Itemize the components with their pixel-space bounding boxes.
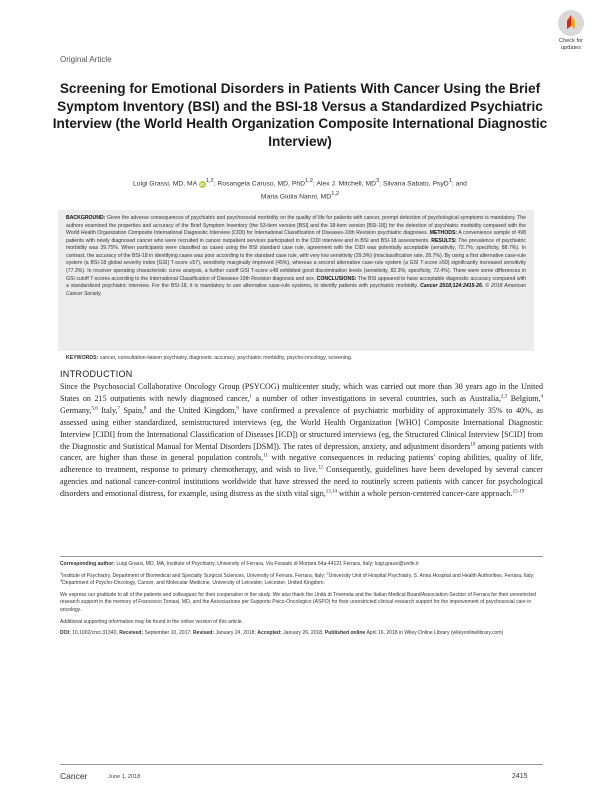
introduction-paragraph: Since the Psychosocial Collaborative Oncology Group (PSYCOG) multicenter study, which was carried out more than 30 years ago in the United States on 215 outpatients with newly diagnosed cancer,$^1$ a number of other investigations in several countries, such as Australia,$^{2,3}$ Belgium,$^4$ Germany,$^{5,6}$ Italy,$^7$ Spain,$^8$ and the United Kingdom,$^9$ have confirmed a prevalence of psychiatric morbidity of approximately 35% to 40%, as assessed using either standardized, semistructured interviews (eg, the World Health Organization [WHO] Composite International Diagnostic Interview [CIDI] from the International Classification of Diseases [ICD]) or structured interviews (eg, the Structured Clinical Interview [SCID] from the Diagnostic and Statistical Manual for Mental Disorders [DSM]). The rates of depression, anxiety, and adjustment disorders$^{10}$ among patients with cancer, are higher than those in general population controls,$^{11}$ with negative consequences in reducing patients' coping abilities, quality of life, adherence to treatment, response to primary chemotherapy, and wish to live.$^{12}$ Consequently, guidelines have been developed by several cancer agencies and national cancer-control institutions worldwide that have stressed the need to routinely screen patients with cancer for psychological disorders and emotional distress, for example, using distress as the sixth vital sign,$^{13,14}$ within a whole person-centered cancer-care approach.$^{15-19}$ xyxy=(60,382,544,499)
abstract-methods-label: METHODS: xyxy=(429,230,458,237)
badge-line-2: updates xyxy=(561,44,581,51)
article-type-label: Original Article xyxy=(60,55,112,64)
abstract-citation: Cancer 2018;124:2415-26. xyxy=(420,283,484,290)
citation-sup[interactable]: 1 xyxy=(249,394,252,400)
acknowledgments-note: We express our gratitude to all of the patients and colleagues for their cooperation in the study. We also thank the Unità di Triveneta and the Italian Medical Board/Association-Section of Ferrara for their unrestricted research support in the memory of Francesco Tomasi, MD, and the Associazione per Supporto Psico-Oncologico (ASPO) for their unrestricted clinical research support for the improvement of psychosocial care in oncology. xyxy=(60,592,537,613)
check-for-updates-badge[interactable] xyxy=(550,10,592,58)
citation-sup[interactable]: 9 xyxy=(236,406,239,412)
abstract-results: The prevalence of psychiatric morbidity was 39.75%. When participants were classified as cases using the BSI standard case rule, agreement with the CIDI was potentially acceptable (sensitivity, 72.7%; specificity, 88.7%). In contrast, the accuracy of the BSI-18 in identifying cases was poor according to the standard case rule, with very low sensitivity (29.3%) (misclassification rate, 28.7%). By using a first alternative case-rule system (a BSI-18 global severity index [GSI] T-score ≥57), sensitivity marginally improved (45%), whereas a second alternative case-rule system (a GSI T-score ≥50) significantly increased sensitivity (77.3%). In receiver operating characteristic curve analysis, a further cutoff GSI T-score ≥48 exhibited good discrimination levels (sensitivity, 82.3%; specificity, 72.4%). There were some differences in GSI cutoff T-scores according to the International Classification of Diseases-10th Revision diagnosis and sex. xyxy=(66,237,527,282)
abstract-results-label: RESULTS: xyxy=(431,237,457,244)
author-affiliation-sup: 1,2 xyxy=(331,191,340,198)
abstract-box xyxy=(58,210,534,351)
footer-issue-date: June 1, 2018 xyxy=(108,774,141,780)
citation-sup[interactable]: 10 xyxy=(470,441,476,447)
citation-sup[interactable]: 15-19 xyxy=(512,489,525,495)
footnotes xyxy=(60,561,543,642)
author-name: Maria Giulia Nanni, MD xyxy=(260,193,332,201)
author-affiliation-sup: 1 xyxy=(448,178,452,184)
citation-sup[interactable]: 2,3 xyxy=(500,394,508,400)
author-name: ; Alex J. Mitchell, MD xyxy=(312,180,377,188)
article-title: Screening for Emotional Disorders in Patients With Cancer Using the Brief Symptom Inventory (BSI) and the BSI-18 Versus a Standardized Psychiatric Interview (the World Health Organization Composite International Diagnostic Interview) xyxy=(52,81,548,149)
footnote-divider xyxy=(60,556,543,557)
keywords-label: KEYWORDS: xyxy=(66,355,99,361)
abstract-methods: A convenience sample of 498 patients with newly diagnosed cancer who were recruited in cancer outpatient services participated in the CIDI interview and in BSI and BSI-18 assessments. xyxy=(66,230,526,244)
author-affiliation-sup: 1,2 xyxy=(205,178,214,184)
abstract-conclusions: The BSI appeared to have acceptable diagnostic accuracy compared with a standardized psychiatric interview. For the BSI-18, it is mandatory to use alternative case-rule systems, to identify patients with psychiatric morbidity. xyxy=(66,275,527,290)
abstract-copyright: © 2018 American Cancer Society. xyxy=(66,283,526,297)
footer-journal-name: Cancer xyxy=(60,771,88,781)
citation-sup[interactable]: 11 xyxy=(263,453,269,459)
badge-line-1: Check for xyxy=(559,38,583,44)
citation-sup[interactable]: 5,6 xyxy=(91,406,98,412)
keywords-text: cancer, consultation-liaison psychiatry, diagnostic accuracy, psychiatric morbidity, psycho-oncology, screening. xyxy=(99,355,353,361)
doi-link[interactable]: 10.1002/cncr.31340, xyxy=(72,630,118,637)
abstract-conclusions-label: CONCLUSIONS: xyxy=(316,275,357,282)
footer-divider xyxy=(60,764,543,765)
author-list xyxy=(70,176,530,203)
supporting-info-note: Additional supporting information may be found in the online version of this article. xyxy=(60,618,243,625)
orcid-icon[interactable]: iD xyxy=(200,182,205,188)
abstract-text xyxy=(66,215,526,298)
abstract-background: Given the adverse consequences of psychiatric and psychosocial morbidity on the quality of life for patients with cancer, prompt detection of psychological symptoms is mandatory. The authors examined the properties and accuracy of the Brief Symptom Inventory (the 53-item version [BSI] and the 18-item version [BSI-18]) for the detection of psychiatric morbidity compared with the World Health Organization Composite International Diagnostic Interview (CIDI) for International Classification of Diseases-10th Revision psychiatric diagnoses. xyxy=(66,215,526,237)
author-affiliation-sup: 1,2 xyxy=(305,178,313,184)
keywords xyxy=(58,355,534,362)
citation-sup[interactable]: 7 xyxy=(117,406,120,412)
citation-sup[interactable]: 13,14 xyxy=(325,489,337,495)
citation-sup[interactable]: 12 xyxy=(317,465,323,471)
author-name: Luigi Grassi, MD, MA xyxy=(133,180,197,188)
corresponding-author-note: Corresponding author: Luigi Grassi, MD, MA, Institute of Psychiatry, University of Ferrara, Via Fossato di Mortara 64a-44121 Ferrara, Italy; luigi.grassi@unife.it xyxy=(60,561,419,567)
check-for-updates-icon xyxy=(558,10,584,36)
introduction-heading: INTRODUCTION xyxy=(60,369,133,379)
author-name: ; Rosangela Caruso, MD, PhD xyxy=(213,180,306,188)
author-affiliation-sup: 3 xyxy=(376,178,380,184)
citation-sup[interactable]: 4 xyxy=(540,394,543,400)
author-name: ; Silvana Sabato, PsyD xyxy=(379,180,449,188)
affiliations-note: $^1$Institute of Psychiatry, Department of Biomedical and Specialty Surgical Sciences, University of Ferrara, Ferrara, Italy; $^2$University Unit of Hospital Psychiatry, S. Anna Hospital and Health Authorities, Ferrara, Italy; $^3$Department of Psycho-Oncology, Cancer, and Molecular Medicine, University of Leicester, Leicester, United Kingdom. xyxy=(60,571,535,587)
publication-history-note: DOI: 10.1002/cncr.31340, Received: September 10, 2017; Revised: January 24, 2018; Accepted: January 26, 2018, Published online April 16, 2018 in Wiley Online Library (wileyonlinelibrary.com) xyxy=(60,630,504,637)
abstract-background-label: BACKGROUND: xyxy=(66,215,106,221)
footer-page-number: 2415 xyxy=(512,773,528,780)
author-conjunction: ; and xyxy=(451,180,467,188)
citation-sup[interactable]: 8 xyxy=(143,406,147,412)
